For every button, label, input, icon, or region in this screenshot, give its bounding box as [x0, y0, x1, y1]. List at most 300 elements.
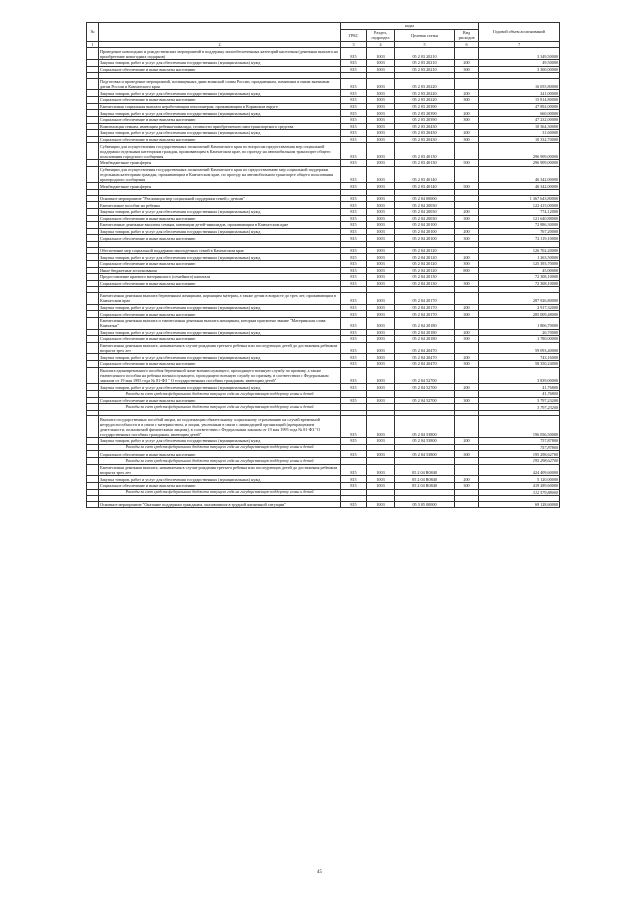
table-row — [87, 208, 560, 215]
cell-number — [87, 110, 99, 117]
cell-number — [87, 292, 99, 304]
cell-vid: 200 — [455, 476, 479, 483]
cell-section: 1003 — [367, 247, 395, 254]
cell-grbs: 815 — [341, 195, 367, 202]
cell-grbs: 815 — [341, 267, 367, 274]
cell-amount: 312 579,88000 — [479, 489, 560, 496]
cell-section: 1003 — [367, 267, 395, 274]
cell-target: 05 2 04 53800 — [395, 451, 455, 458]
cell-name: Основное мероприятие "Оказание поддержки гражданам, оказавшимся в трудной жизненной ситуации" — [99, 501, 341, 508]
cell-amount: 767,20000 — [479, 228, 560, 235]
cell-name: Закупка товаров, работ и услуг для обеспечения государственных (муниципальных) нужд — [99, 208, 341, 215]
cell-name: Социальное обеспечение и иные выплаты населению — [99, 260, 341, 267]
cell-vid — [455, 78, 479, 90]
cell-grbs: 815 — [341, 222, 367, 229]
cell-number — [87, 458, 99, 465]
cell-vid — [455, 247, 479, 254]
cell-name: Основное мероприятие "Реализация мер социальной поддержки семей с детьми" — [99, 195, 341, 202]
cell-section — [367, 458, 395, 465]
table-body — [87, 48, 560, 508]
cell-amount: 1 806,70000 — [479, 317, 560, 329]
table-row — [87, 304, 560, 311]
table-row — [87, 247, 560, 254]
cell-vid — [455, 367, 479, 384]
cell-number — [87, 215, 99, 222]
cell-target: 05 2 03 20390 — [395, 110, 455, 117]
cell-name: Закупка товаров, работ и услуг для обеспечения государственных (муниципальных) нужд — [99, 228, 341, 235]
cell-amount: 122 415,00000 — [479, 202, 560, 209]
table-row — [87, 342, 560, 354]
cell-section: 1003 — [367, 367, 395, 384]
cell-grbs: 815 — [341, 215, 367, 222]
cell-amount: 285 009,48000 — [479, 311, 560, 318]
cell-amount: 3 839,00000 — [479, 367, 560, 384]
cell-grbs: 815 — [341, 166, 367, 183]
cell-section — [367, 404, 395, 411]
cell-section: 1003 — [367, 342, 395, 354]
cell-number — [87, 90, 99, 97]
cell-target: 05 2 04 20120 — [395, 260, 455, 267]
cell-grbs: 815 — [341, 123, 367, 130]
cell-name: Социальное обеспечение и иные выплаты населению — [99, 66, 341, 73]
cell-grbs: 815 — [341, 136, 367, 143]
cell-section: 1003 — [367, 160, 395, 167]
cell-name: Ежемесячные денежные выплаты семьям, имеющим детей-инвалидов, проживающим в Камчатском крае — [99, 222, 341, 229]
cell-vid: 200 — [455, 304, 479, 311]
cell-number — [87, 260, 99, 267]
cell-name: Расходы за счет средств федерального бюджета текущего года на государственную поддержку семьи и детей — [99, 391, 341, 398]
cell-number — [87, 247, 99, 254]
cell-grbs: 815 — [341, 235, 367, 242]
cell-name: Ежемесячное пособие на ребенка — [99, 202, 341, 209]
cell-amount: 195 298,62700 — [479, 451, 560, 458]
table-note-row — [87, 458, 560, 465]
cell-section: 1003 — [367, 66, 395, 73]
cell-amount: 72 886,30000 — [479, 222, 560, 229]
cell-grbs: 815 — [341, 66, 367, 73]
cell-grbs: 815 — [341, 311, 367, 318]
cell-name: Подготовка и проведение мероприятий, посвященных дням воинской славы России, праздничным, памятным и иным значимым датам России и Камчатского края — [99, 78, 341, 90]
table-row — [87, 464, 560, 476]
cell-number — [87, 195, 99, 202]
cell-grbs: 815 — [341, 116, 367, 123]
cell-grbs: 815 — [341, 384, 367, 391]
table-row — [87, 267, 560, 274]
table-note-row — [87, 404, 560, 411]
cell-name: Социальное обеспечение и иные выплаты населению — [99, 397, 341, 404]
cell-amount: 419 289,60000 — [479, 482, 560, 489]
cell-section: 1003 — [367, 78, 395, 90]
cell-name: Ежемесячная денежная выплата, назначаемая в случае рождения третьего ребенка или последующих детей до достижения ребенком возраста трех лет — [99, 342, 341, 354]
cell-name: Ежемесячная денежная выплата беременным женщинам, кормящим матерям, а также детям в возрасте до трех лет, проживающим в Камчатском крае — [99, 292, 341, 304]
cell-vid — [455, 143, 479, 160]
cell-name: Межбюджетные трансферты — [99, 160, 341, 167]
cell-amount: 5 120,00000 — [479, 476, 560, 483]
cell-vid: 300 — [455, 66, 479, 73]
cell-number — [87, 397, 99, 404]
cell-number — [87, 311, 99, 318]
cell-number — [87, 183, 99, 190]
cell-number — [87, 464, 99, 476]
cell-name: Закупка товаров, работ и услуг для обеспечения государственных (муниципальных) нужд — [99, 304, 341, 311]
cell-name: Компенсация семьям, имеющим ребенка-инвалида, стоимости приобретаемого ими транспортного средства — [99, 123, 341, 130]
cell-section: 1003 — [367, 97, 395, 104]
cell-name: Выплата государственных пособий лицам, не подлежащим обязательному социальному страхованию на случай временной нетрудоспособности и в связи с материнством, и лицам, уволенным в связи с ликвидацией организаций (прекращением деятельности, полномочий физическими лицами), в соответствии с Федеральным законом от 19 мая 1995 года № 81-ФЗ "О государственных пособиях гражданам, имеющим детей" — [99, 416, 341, 438]
cell-vid: 300 — [455, 451, 479, 458]
cell-target: 05 2 03 40130 — [395, 143, 455, 160]
cell-number — [87, 384, 99, 391]
cell-vid: 200 — [455, 254, 479, 261]
cell-amount: 3 797,23200 — [479, 397, 560, 404]
cell-number — [87, 130, 99, 137]
table-row — [87, 235, 560, 242]
table-row — [87, 66, 560, 73]
cell-amount: 46 342,00000 — [479, 183, 560, 190]
cell-section: 1003 — [367, 451, 395, 458]
cell-vid: 300 — [455, 482, 479, 489]
cell-name: Социальное обеспечение и иные выплаты населению — [99, 235, 341, 242]
cell-vid — [455, 48, 479, 60]
cell-amount: 49,50000 — [479, 59, 560, 66]
cell-number — [87, 438, 99, 445]
cell-target: 05 2 04 20130 — [395, 274, 455, 281]
table-row — [87, 280, 560, 287]
header-column-number: 6 — [455, 41, 479, 48]
table-row — [87, 59, 560, 66]
cell-amount: 241,00000 — [479, 90, 560, 97]
cell-target: 05 2 03 20220 — [395, 90, 455, 97]
cell-vid — [455, 202, 479, 209]
table-row — [87, 78, 560, 90]
cell-section: 1003 — [367, 59, 395, 66]
cell-target: 05 2 03 20220 — [395, 78, 455, 90]
cell-grbs — [341, 458, 367, 465]
cell-vid — [455, 444, 479, 451]
cell-name: Социальное обеспечение и иные выплаты населению — [99, 482, 341, 489]
cell-grbs: 815 — [341, 367, 367, 384]
cell-target: 05 2 03 20430 — [395, 136, 455, 143]
cell-vid: 300 — [455, 136, 479, 143]
cell-target: 05 2 03 20210 — [395, 59, 455, 66]
cell-vid: 300 — [455, 260, 479, 267]
cell-number — [87, 202, 99, 209]
cell-number — [87, 367, 99, 384]
table-header — [87, 23, 560, 48]
cell-target: 05 2 03 20220 — [395, 97, 455, 104]
header-vid: Вид расходов — [455, 30, 479, 42]
cell-name: Расходы за счет средств федерального бюджета текущего года на государственную поддержку семьи и детей — [99, 489, 341, 496]
cell-target: 05 2 04 20100 — [395, 228, 455, 235]
cell-number — [87, 123, 99, 130]
cell-name: Межбюджетные трансферты — [99, 183, 341, 190]
cell-amount: 1 367 643,80000 — [479, 195, 560, 202]
cell-grbs: 815 — [341, 90, 367, 97]
cell-grbs: 815 — [341, 78, 367, 90]
cell-amount: 3 349,50000 — [479, 48, 560, 60]
cell-section: 1003 — [367, 143, 395, 160]
cell-section — [367, 489, 395, 496]
cell-section: 1003 — [367, 280, 395, 287]
table-row — [87, 254, 560, 261]
table-row — [87, 183, 560, 190]
table-row — [87, 160, 560, 167]
table-row — [87, 292, 560, 304]
cell-grbs: 815 — [341, 110, 367, 117]
cell-section: 1003 — [367, 501, 395, 508]
cell-name: Иные бюджетные ассигнования — [99, 267, 341, 274]
cell-target: 05 2 03 20390 — [395, 103, 455, 110]
cell-grbs: 815 — [341, 160, 367, 167]
cell-section: 1003 — [367, 397, 395, 404]
table-row — [87, 329, 560, 336]
cell-grbs: 815 — [341, 97, 367, 104]
cell-target: 05 2 04 20470 — [395, 342, 455, 354]
cell-section: 1003 — [367, 208, 395, 215]
cell-name: Закупка товаров, работ и услуг для обеспечения государственных (муниципальных) нужд — [99, 130, 341, 137]
cell-number — [87, 354, 99, 361]
cell-name: Социальное обеспечение и иные выплаты населению — [99, 97, 341, 104]
table-row — [87, 317, 560, 329]
cell-amount: 41,76800 — [479, 391, 560, 398]
cell-section: 1003 — [367, 222, 395, 229]
cell-target: 05 2 03 20430 — [395, 123, 455, 130]
cell-name: Социальное обеспечение и иные выплаты населению — [99, 215, 341, 222]
cell-name: Социальное обеспечение и иные выплаты населению — [99, 311, 341, 318]
cell-name: Закупка товаров, работ и услуг для обеспечения государственных (муниципальных) нужд — [99, 59, 341, 66]
cell-vid — [455, 342, 479, 354]
cell-grbs — [341, 489, 367, 496]
cell-section: 1003 — [367, 136, 395, 143]
header-column-numbers — [87, 41, 560, 48]
cell-vid — [455, 195, 479, 202]
cell-amount: 47 232,00000 — [479, 116, 560, 123]
cell-amount: 31,60000 — [479, 130, 560, 137]
cell-name: Социальное обеспечение и иные выплаты населению — [99, 361, 341, 368]
cell-amount: 126 702,20000 — [479, 247, 560, 254]
cell-target: 05 2 04 53800 — [395, 416, 455, 438]
cell-section: 1003 — [367, 361, 395, 368]
cell-section: 1003 — [367, 311, 395, 318]
cell-vid: 200 — [455, 90, 479, 97]
table-note-row — [87, 391, 560, 398]
cell-amount: 424 409,60000 — [479, 464, 560, 476]
cell-grbs: 815 — [341, 317, 367, 329]
header-column-number: 5 — [395, 41, 455, 48]
cell-vid: 200 — [455, 208, 479, 215]
cell-vid: 300 — [455, 336, 479, 343]
table-row — [87, 123, 560, 130]
cell-vid: 800 — [455, 267, 479, 274]
cell-section: 1003 — [367, 130, 395, 137]
cell-section — [367, 444, 395, 451]
cell-target: 05 2 04 20470 — [395, 354, 455, 361]
table-row — [87, 228, 560, 235]
cell-name: Социальное обеспечение и иные выплаты населению — [99, 280, 341, 287]
cell-number — [87, 489, 99, 496]
cell-vid — [455, 501, 479, 508]
cell-amount: 121 640,88000 — [479, 215, 560, 222]
cell-grbs: 815 — [341, 464, 367, 476]
table-row — [87, 274, 560, 281]
table-row — [87, 166, 560, 183]
cell-vid: 300 — [455, 215, 479, 222]
cell-amount: 296 909,00000 — [479, 160, 560, 167]
cell-amount: 45,00000 — [479, 267, 560, 274]
header-target: Целевая статья — [395, 30, 455, 42]
header-column-number: 1 — [87, 41, 99, 48]
cell-target: 05 2 03 40140 — [395, 183, 455, 190]
cell-vid — [455, 416, 479, 438]
table-row — [87, 215, 560, 222]
cell-target: 05 2 04 20180 — [395, 317, 455, 329]
cell-target: 05 2 03 20430 — [395, 130, 455, 137]
cell-number — [87, 329, 99, 336]
cell-name: Закупка товаров, работ и услуг для обеспечения государственных (муниципальных) нужд — [99, 438, 341, 445]
cell-amount: 72 308,10000 — [479, 274, 560, 281]
cell-target: 05 2 04 20030 — [395, 208, 455, 215]
cell-number — [87, 116, 99, 123]
header-codes: коды — [341, 23, 479, 30]
cell-vid: 200 — [455, 354, 479, 361]
cell-amount: 3 797,23200 — [479, 404, 560, 411]
cell-amount: 41,76800 — [479, 384, 560, 391]
cell-amount: 59 093,40000 — [479, 342, 560, 354]
header-column-number: 4 — [367, 41, 395, 48]
table-row — [87, 195, 560, 202]
cell-vid: 200 — [455, 384, 479, 391]
cell-section: 1003 — [367, 235, 395, 242]
cell-number — [87, 342, 99, 354]
cell-section: 1003 — [367, 123, 395, 130]
table-row — [87, 130, 560, 137]
cell-amount: 46 342,00000 — [479, 166, 560, 183]
cell-section: 1003 — [367, 103, 395, 110]
cell-amount: 296 909,00000 — [479, 143, 560, 160]
cell-name: Закупка товаров, работ и услуг для обеспечения государственных (муниципальных) нужд — [99, 110, 341, 117]
cell-grbs — [341, 444, 367, 451]
table-row — [87, 222, 560, 229]
cell-vid: 200 — [455, 59, 479, 66]
cell-vid: 500 — [455, 183, 479, 190]
cell-name: Закупка товаров, работ и услуг для обеспечения государственных (муниципальных) нужд — [99, 384, 341, 391]
cell-amount: 69 128,60000 — [479, 501, 560, 508]
cell-grbs: 815 — [341, 304, 367, 311]
cell-target: 05 2 03 40130 — [395, 160, 455, 167]
cell-name: Расходы за счет средств федерального бюджета текущего года на государственную поддержку семьи и детей — [99, 458, 341, 465]
cell-number — [87, 482, 99, 489]
cell-grbs: 815 — [341, 329, 367, 336]
cell-target: 05 2 04 20180 — [395, 329, 455, 336]
cell-name: Закупка товаров, работ и услуг для обеспечения государственных (муниципальных) нужд — [99, 90, 341, 97]
cell-grbs: 815 — [341, 48, 367, 60]
cell-amount: 1 263,50000 — [479, 254, 560, 261]
cell-grbs: 815 — [341, 397, 367, 404]
cell-vid: 200 — [455, 438, 479, 445]
cell-target: 05 2 04 20120 — [395, 267, 455, 274]
cell-target — [395, 458, 455, 465]
cell-name: Закупка товаров, работ и услуг для обеспечения государственных (муниципальных) нужд — [99, 329, 341, 336]
cell-number — [87, 166, 99, 183]
cell-vid — [455, 489, 479, 496]
cell-target: 05 2 04 20100 — [395, 222, 455, 229]
cell-name: Проведение новогодних и рождественских мероприятий в поддержку малообеспеченных категорий населения (денежная выплата на приобретение новогодних подарков) — [99, 48, 341, 60]
cell-number — [87, 66, 99, 73]
cell-name: Закупка товаров, работ и услуг для обеспечения государственных (муниципальных) нужд — [99, 476, 341, 483]
cell-number — [87, 59, 99, 66]
cell-target — [395, 444, 455, 451]
cell-grbs — [341, 391, 367, 398]
cell-amount: 15 814,80000 — [479, 97, 560, 104]
cell-section: 1003 — [367, 482, 395, 489]
cell-grbs: 815 — [341, 361, 367, 368]
cell-name: Расходы за счет средств федерального бюджета текущего года на государственную поддержку семьи и детей — [99, 444, 341, 451]
budget-table — [86, 22, 560, 508]
cell-number — [87, 404, 99, 411]
cell-number — [87, 444, 99, 451]
cell-grbs: 815 — [341, 254, 367, 261]
header-section: Раздел, подраздел — [367, 30, 395, 42]
cell-vid — [455, 404, 479, 411]
cell-section — [367, 391, 395, 398]
cell-amount: 58 350,24000 — [479, 361, 560, 368]
cell-section: 1003 — [367, 228, 395, 235]
cell-target: 05 2 03 20390 — [395, 116, 455, 123]
cell-target: 05 2 04 20120 — [395, 254, 455, 261]
cell-section: 1003 — [367, 195, 395, 202]
cell-grbs: 815 — [341, 247, 367, 254]
table-row — [87, 136, 560, 143]
header-name-blank — [99, 23, 341, 42]
cell-target: 05 2 04 20120 — [395, 247, 455, 254]
cell-target: 05 3 05 00000 — [395, 501, 455, 508]
cell-grbs: 815 — [341, 342, 367, 354]
cell-target: 05 2 04 20180 — [395, 336, 455, 343]
cell-vid — [455, 222, 479, 229]
cell-amount: 757,87800 — [479, 444, 560, 451]
cell-section: 1003 — [367, 416, 395, 438]
cell-vid: 300 — [455, 397, 479, 404]
cell-section: 1003 — [367, 304, 395, 311]
cell-grbs — [341, 404, 367, 411]
cell-target: 05 2 04 20100 — [395, 235, 455, 242]
cell-number — [87, 78, 99, 90]
table-note-row — [87, 444, 560, 451]
cell-vid — [455, 123, 479, 130]
cell-target: 05 2 03 20210 — [395, 48, 455, 60]
cell-section: 1003 — [367, 274, 395, 281]
table-row — [87, 384, 560, 391]
table-row — [87, 97, 560, 104]
cell-section: 1003 — [367, 260, 395, 267]
cell-amount: 660,00000 — [479, 110, 560, 117]
cell-name: Социальное обеспечение и иные выплаты населению — [99, 136, 341, 143]
cell-number — [87, 391, 99, 398]
cell-section: 1003 — [367, 110, 395, 117]
cell-vid: 200 — [455, 130, 479, 137]
cell-grbs: 815 — [341, 416, 367, 438]
cell-vid: 300 — [455, 235, 479, 242]
cell-target: 05 2 04 53800 — [395, 438, 455, 445]
cell-number — [87, 228, 99, 235]
table-row — [87, 202, 560, 209]
cell-name: Выплата единовременного пособия беременной жене военнослужащего, проходящего военную службу по призыву, а также ежемесячного пособия на ребенка военнослужащего, проходящего военную службу по призыву, в соответствии с Федеральным законом от 19 мая 1995 года № 81-ФЗ " О государственных пособиях гражданам, имеющим детей" — [99, 367, 341, 384]
cell-number — [87, 304, 99, 311]
cell-amount: 743,16000 — [479, 354, 560, 361]
cell-name: Ежемесячная денежная выплата, назначаемая в случае рождения третьего ребенка или последующих детей до достижения ребенком возраста трех лет — [99, 464, 341, 476]
cell-target: 05 2 04 R0840 — [395, 476, 455, 483]
cell-grbs: 815 — [341, 482, 367, 489]
cell-name: Ежемесячная денежная выплата и ежемесячная денежная выплата женщинам, которым присвоено звание "Материнская слава Камчатки" — [99, 317, 341, 329]
